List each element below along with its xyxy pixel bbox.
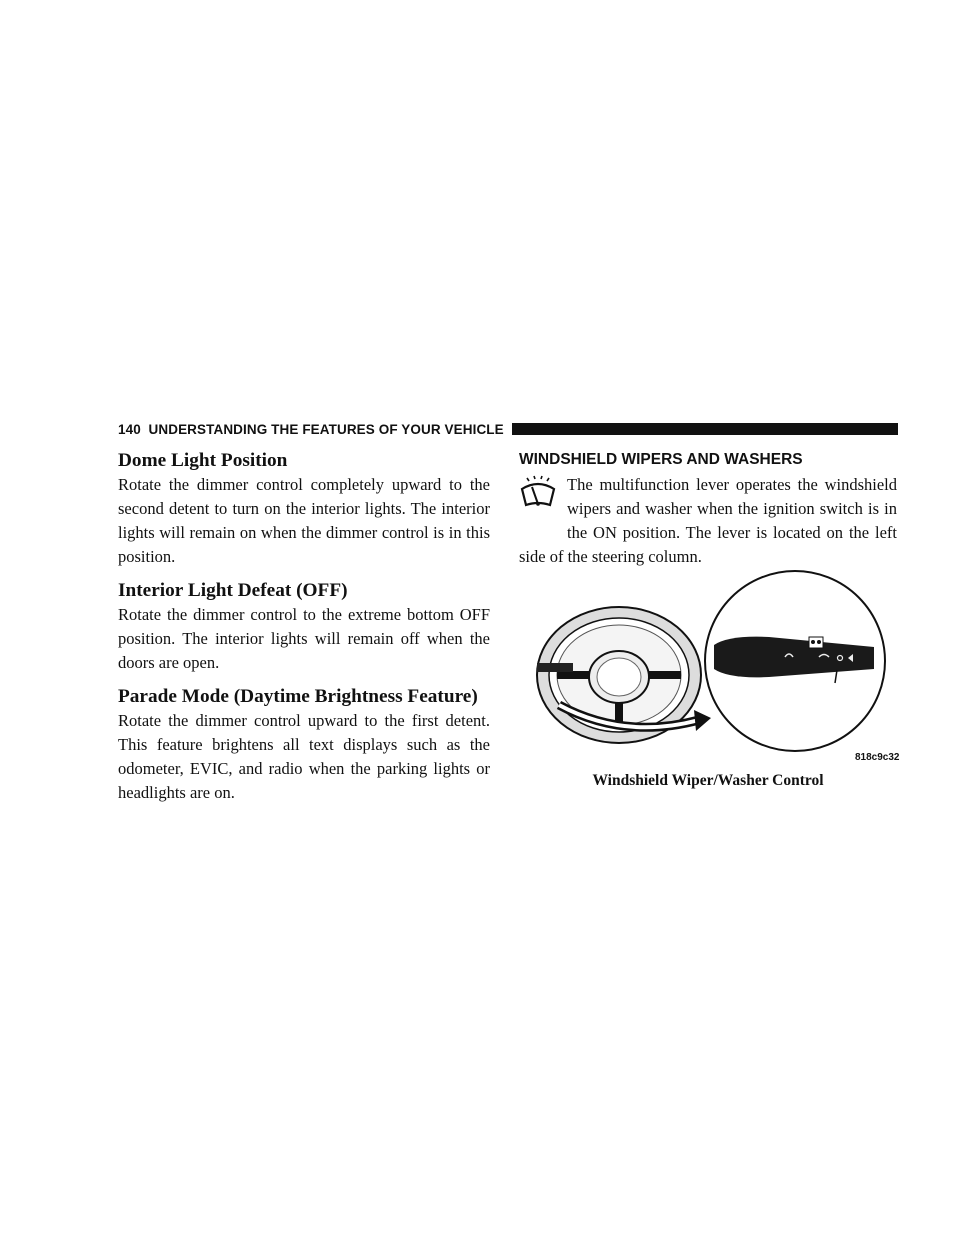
parade-mode-heading: Parade Mode (Daytime Brightness Feature) <box>118 686 478 707</box>
header-text <box>118 422 504 437</box>
figure-caption: Windshield Wiper/Washer Control <box>592 772 824 789</box>
section-title: WINDSHIELD WIPERS AND WASHERS <box>519 451 803 468</box>
figure-code: 818c9c32 <box>855 752 900 763</box>
page-header <box>118 420 898 438</box>
interior-light-defeat-text: Rotate the dimmer control to the extreme bottom OFF position. The interior lights will remain off when the doors are open. <box>118 605 490 672</box>
left-column <box>118 449 490 815</box>
right-column <box>519 449 897 569</box>
page-number: 140 <box>118 421 141 437</box>
chapter-title: UNDERSTANDING THE FEATURES OF YOUR VEHICLE <box>148 421 504 437</box>
dome-light-heading: Dome Light Position <box>118 450 288 471</box>
wiper-control-illustration <box>529 565 895 765</box>
intro-block <box>519 473 897 569</box>
interior-light-defeat-heading: Interior Light Defeat (OFF) <box>118 580 348 601</box>
intro-text: The multifunction lever operates the windshield wipers and washer when the ignition switch is in the ON position. The lever is located on the left side of the steering column. <box>519 475 897 566</box>
header-rule <box>512 423 898 435</box>
parade-mode-text: Rotate the dimmer control upward to the first detent. This feature brightens all text displays such as the odometer, EVIC, and radio when the parking lights or headlights are on. <box>118 711 490 802</box>
dome-light-text: Rotate the dimmer control completely upward to the second detent to turn on the interior lights. The interior lights will remain on when the dimmer control is in this position. <box>118 475 490 566</box>
